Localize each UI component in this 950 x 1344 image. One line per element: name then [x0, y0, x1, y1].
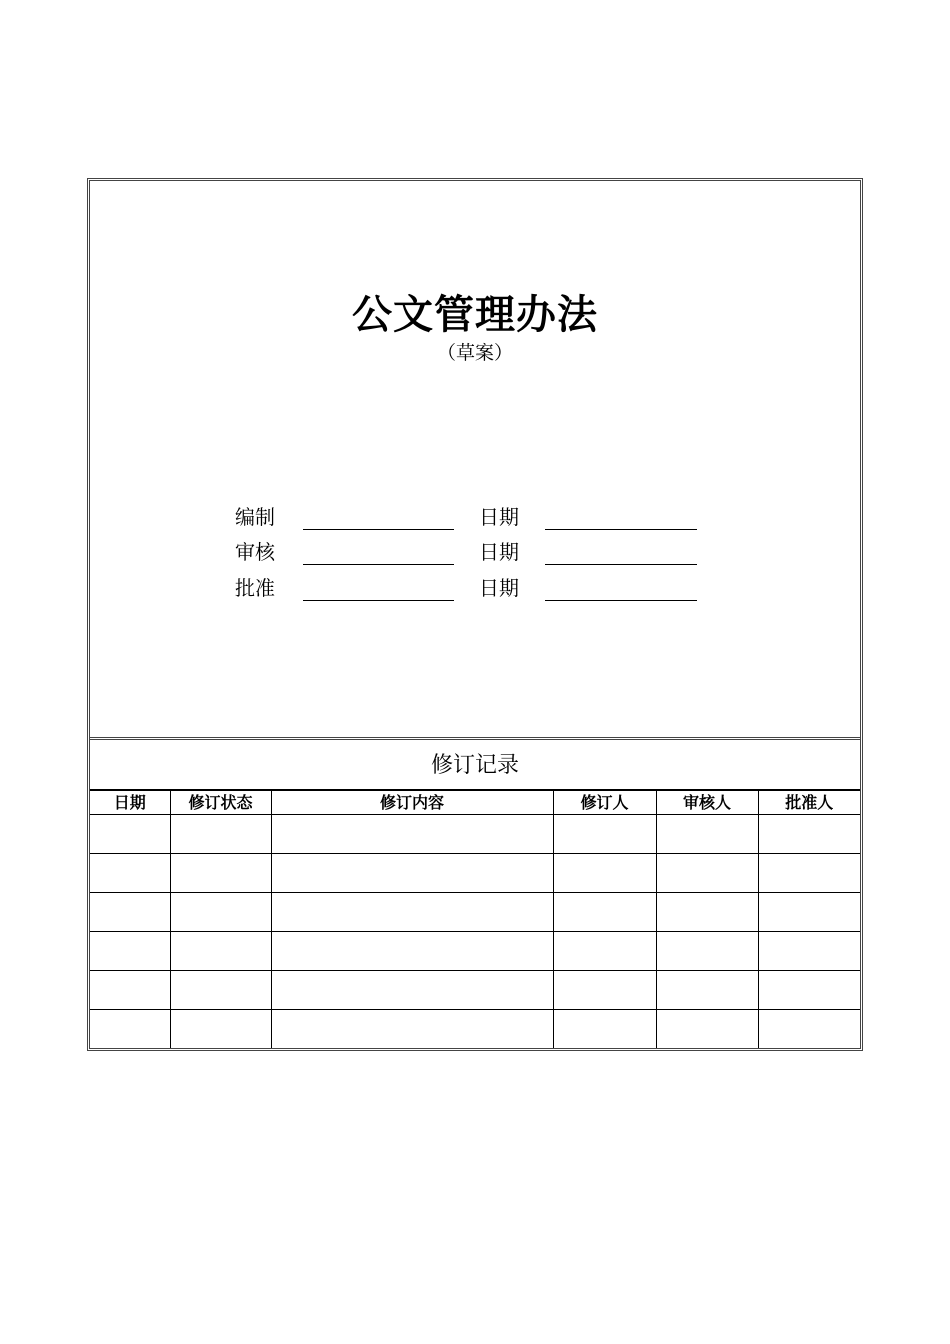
table-cell[interactable]: [90, 971, 170, 1010]
table-row: [90, 1010, 860, 1049]
table-cell[interactable]: [656, 854, 758, 893]
table-cell[interactable]: [90, 893, 170, 932]
signoff-date-label: 日期: [479, 576, 519, 600]
section-divider: [90, 737, 860, 740]
cover-section: [90, 181, 860, 738]
table-row: [90, 971, 860, 1010]
signoff-date-line[interactable]: [545, 529, 697, 530]
table-cell[interactable]: [553, 1010, 656, 1049]
table-cell[interactable]: [553, 971, 656, 1010]
table-cell[interactable]: [271, 815, 553, 854]
table-cell[interactable]: [553, 854, 656, 893]
table-cell[interactable]: [271, 971, 553, 1010]
signoff-date-line[interactable]: [545, 564, 697, 565]
column-header-reviewer: 审核人: [656, 791, 758, 815]
revision-record-title: 修订记录: [90, 743, 860, 790]
table-row: [90, 854, 860, 893]
table-cell[interactable]: [271, 854, 553, 893]
table-row: [90, 815, 860, 854]
signoff-name-line[interactable]: [303, 600, 454, 601]
table-cell[interactable]: [758, 1010, 860, 1049]
table-row: [90, 932, 860, 971]
column-header-approver: 批准人: [758, 791, 860, 815]
column-header-revision-content: 修订内容: [271, 791, 553, 815]
signoff-date-label: 日期: [479, 505, 519, 529]
signoff-date-line[interactable]: [545, 600, 697, 601]
table-cell[interactable]: [553, 815, 656, 854]
table-cell[interactable]: [553, 932, 656, 971]
column-header-date: 日期: [90, 791, 170, 815]
signoff-name-line[interactable]: [303, 564, 454, 565]
table-cell[interactable]: [90, 1010, 170, 1049]
table-cell[interactable]: [170, 971, 271, 1010]
signoff-role-label: 批准: [235, 576, 275, 600]
revision-table: [90, 790, 860, 1048]
signoff-date-label: 日期: [479, 540, 519, 564]
table-cell[interactable]: [170, 854, 271, 893]
table-cell[interactable]: [656, 971, 758, 1010]
signoff-role-label: 审核: [235, 540, 275, 564]
table-cell[interactable]: [90, 815, 170, 854]
table-cell[interactable]: [656, 815, 758, 854]
signoff-role-label: 编制: [235, 505, 275, 529]
table-cell[interactable]: [271, 893, 553, 932]
column-header-reviser: 修订人: [553, 791, 656, 815]
table-cell[interactable]: [170, 893, 271, 932]
table-cell[interactable]: [170, 932, 271, 971]
table-cell[interactable]: [758, 971, 860, 1010]
document-subtitle: （草案）: [436, 342, 513, 364]
table-cell[interactable]: [656, 932, 758, 971]
table-cell[interactable]: [656, 1010, 758, 1049]
signoff-row-approve: [90, 575, 860, 605]
table-cell[interactable]: [170, 1010, 271, 1049]
table-cell[interactable]: [758, 932, 860, 971]
table-cell[interactable]: [170, 815, 271, 854]
revision-record-section: [90, 743, 860, 1048]
signoff-name-line[interactable]: [303, 529, 454, 530]
table-cell[interactable]: [90, 854, 170, 893]
document-frame: [87, 178, 863, 1051]
document-title: 公文管理办法: [352, 291, 598, 338]
column-header-revision-status: 修订状态: [170, 791, 271, 815]
table-cell[interactable]: [656, 893, 758, 932]
table-row: [90, 893, 860, 932]
signoff-row-review: [90, 539, 860, 569]
table-cell[interactable]: [90, 932, 170, 971]
table-cell[interactable]: [758, 893, 860, 932]
table-header-row: [90, 791, 860, 815]
table-cell[interactable]: [553, 893, 656, 932]
table-cell[interactable]: [271, 932, 553, 971]
table-cell[interactable]: [758, 815, 860, 854]
table-cell[interactable]: [758, 854, 860, 893]
signoff-row-compile: [90, 504, 860, 534]
table-cell[interactable]: [271, 1010, 553, 1049]
